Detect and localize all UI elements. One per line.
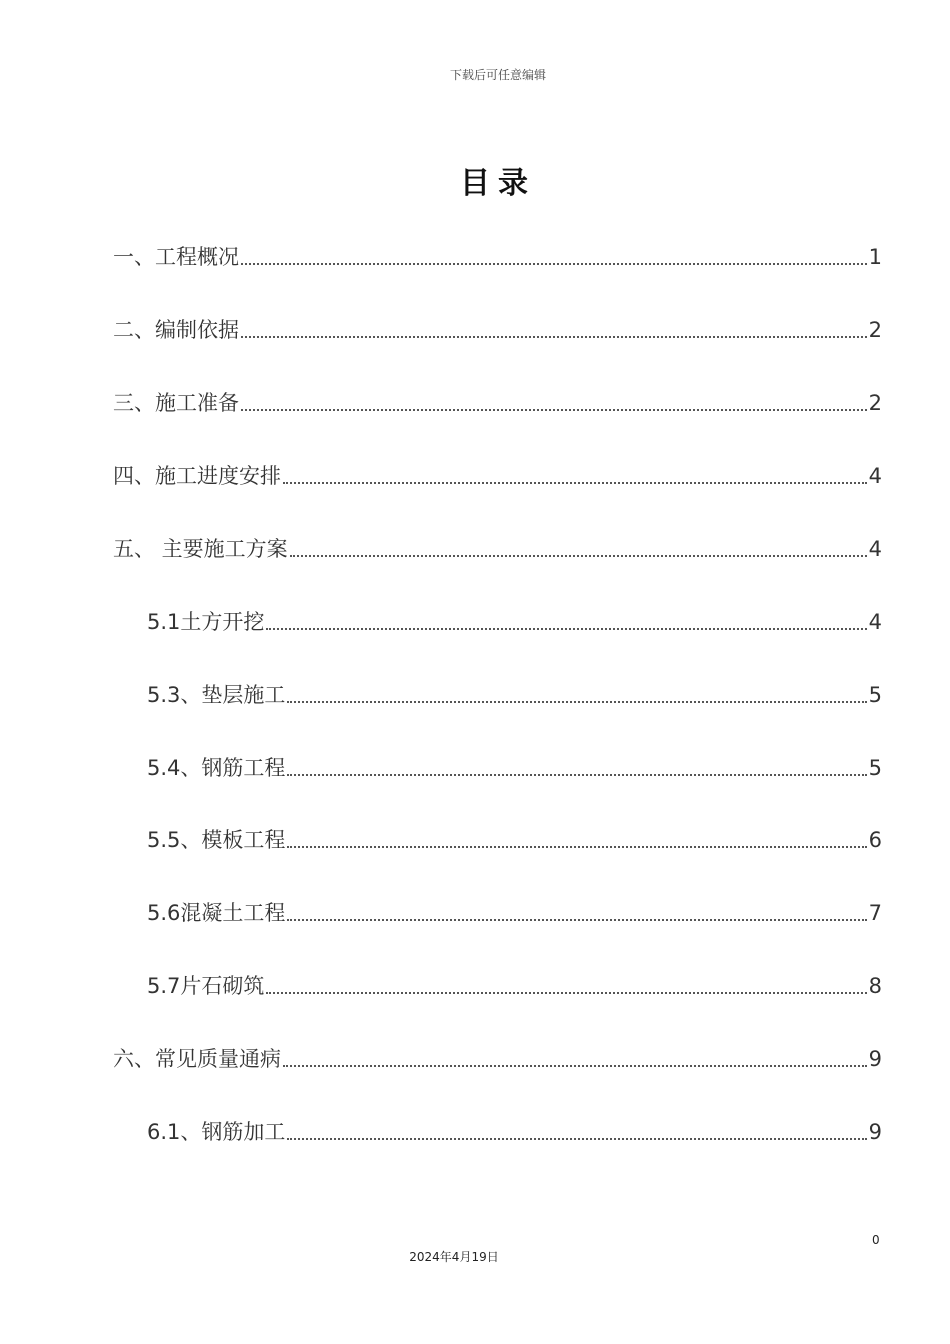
- toc-entry-label: 5.4、钢筋工程: [147, 756, 286, 780]
- toc-entry-5-6[interactable]: [147, 896, 882, 926]
- toc-entry-5-5[interactable]: [147, 823, 882, 853]
- toc-entry-5-1[interactable]: [147, 605, 882, 635]
- toc-entry-page: 8: [868, 974, 882, 998]
- toc-entry-label: 一、工程概况: [113, 245, 239, 269]
- toc-entry-label: 三、施工准备: [113, 391, 239, 415]
- toc-entry-page: 2: [868, 391, 882, 415]
- toc-entry-5-3[interactable]: [147, 678, 882, 708]
- toc-leader-dots: [283, 1065, 867, 1067]
- toc-entry-2[interactable]: [113, 313, 882, 343]
- toc-entry-page: 6: [868, 828, 882, 852]
- toc-entry-page: 4: [868, 464, 882, 488]
- toc-leader-dots: [287, 1138, 866, 1140]
- footer-date: 2024年4月19日: [409, 1250, 499, 1264]
- toc-leader-dots: [266, 628, 866, 630]
- toc-leader-dots: [283, 482, 867, 484]
- toc-entry-page: 2: [868, 318, 882, 342]
- toc-entry-4[interactable]: [113, 459, 882, 489]
- toc-leader-dots: [266, 992, 866, 994]
- toc-leader-dots: [287, 919, 866, 921]
- toc-entry-page: 4: [868, 537, 882, 561]
- toc-entry-label: 5.5、模板工程: [147, 828, 286, 852]
- toc-entry-page: 5: [868, 683, 882, 707]
- toc-entry-label: 六、常见质量通病: [113, 1047, 281, 1071]
- toc-entry-6[interactable]: [113, 1042, 882, 1072]
- toc-entry-5[interactable]: [113, 532, 882, 562]
- toc-entry-label: 四、施工进度安排: [113, 464, 281, 488]
- toc-entry-label: 5.7片石砌筑: [147, 974, 265, 998]
- toc-entry-page: 4: [868, 610, 882, 634]
- toc-leader-dots: [241, 336, 867, 338]
- toc-entry-page: 7: [868, 901, 882, 925]
- toc-entry-label: 5.1土方开挖: [147, 610, 265, 634]
- toc-entry-label: 5.3、垫层施工: [147, 683, 286, 707]
- toc-leader-dots: [290, 555, 867, 557]
- toc-entry-page: 5: [868, 756, 882, 780]
- toc-leader-dots: [241, 409, 867, 411]
- toc-leader-dots: [241, 263, 867, 265]
- toc-entry-5-7[interactable]: [147, 969, 882, 999]
- toc-entry-page: 9: [868, 1047, 882, 1071]
- toc-entry-label: 6.1、钢筋加工: [147, 1120, 286, 1144]
- toc-entry-3[interactable]: [113, 386, 882, 416]
- toc-entry-page: 9: [868, 1120, 882, 1144]
- toc-entry-1[interactable]: [113, 240, 882, 270]
- toc-entry-5-4[interactable]: [147, 751, 882, 781]
- header-note: 下载后可任意编辑: [449, 68, 546, 82]
- toc-entry-page: 1: [868, 245, 882, 269]
- toc-leader-dots: [287, 774, 866, 776]
- toc-entry-label: 5.6混凝土工程: [147, 901, 286, 925]
- toc-leader-dots: [287, 701, 866, 703]
- toc-entry-label: 二、编制依据: [113, 318, 239, 342]
- toc-entry-label: 五、 主要施工方案: [113, 537, 288, 561]
- toc-leader-dots: [287, 846, 866, 848]
- toc-entry-6-1[interactable]: [147, 1115, 882, 1145]
- page-number: 0: [872, 1233, 880, 1247]
- toc-title: 目录: [460, 166, 536, 201]
